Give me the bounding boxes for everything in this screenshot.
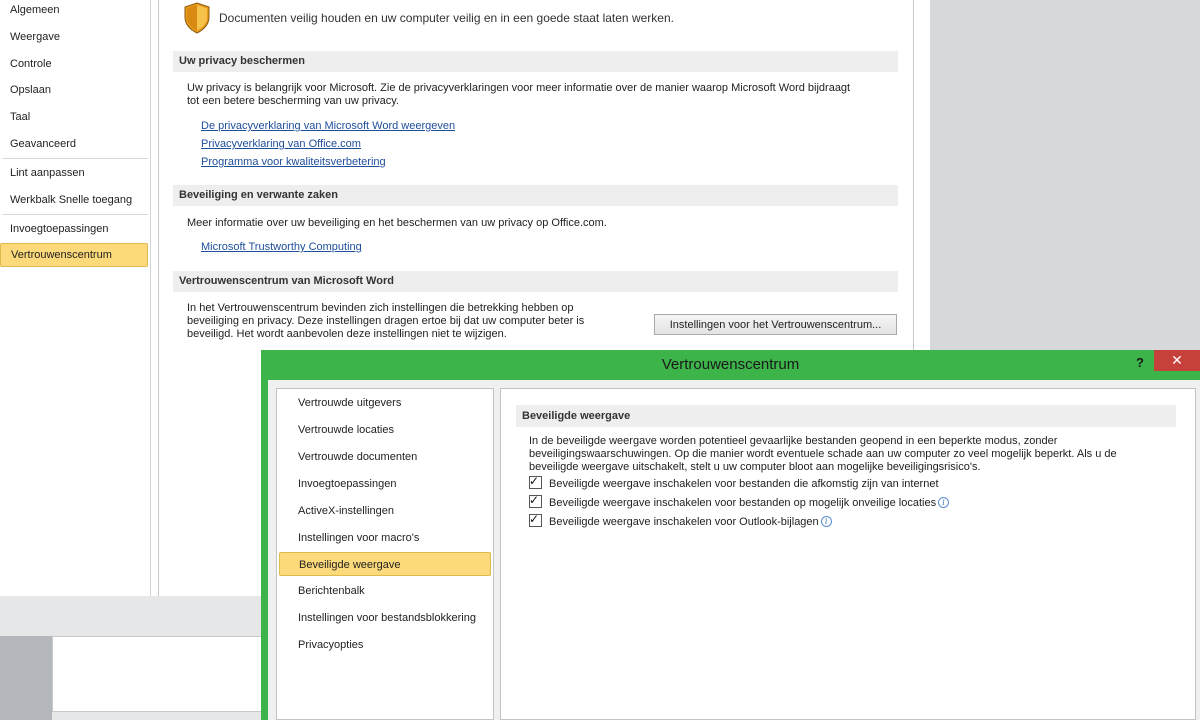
nav-item-vertrouwenscentrum[interactable]: Vertrouwenscentrum [0,243,148,267]
intro-text: Documenten veilig houden en uw computer veilig en in een goede staat laten werken. [219,11,674,25]
trust-center-text-line: beveiliging en privacy. Deze instellingen dragen ertoe bij dat uw computer beter is [187,315,585,327]
dialog-nav [276,388,494,720]
dialog-nav-item-macros[interactable]: Instellingen voor macro's [298,532,420,544]
privacy-section-heading: Uw privacy beschermen [173,51,898,72]
checkbox-row-internet[interactable] [529,476,939,491]
dialog-nav-item-activex[interactable]: ActiveX-instellingen [298,505,394,517]
checkmark-icon: ✓ [529,474,540,488]
dialog-body [268,380,1200,720]
help-button[interactable]: ? [1136,355,1144,370]
dialog-nav-item-beveiligde-weergave[interactable]: Beveiligde weergave [279,552,491,576]
trust-center-dialog [261,350,1200,720]
checkbox[interactable] [529,476,542,489]
checkmark-icon: ✓ [529,493,540,507]
dialog-nav-item-privacyopties[interactable]: Privacyopties [298,639,364,651]
trust-center-settings-button[interactable]: Instellingen voor het Vertrouwenscentrum... [654,314,897,335]
checkbox-label: Beveiligde weergave inschakelen voor bestanden die afkomstig zijn van internet [549,478,939,490]
info-icon[interactable]: i [821,516,832,527]
privacy-text-line: Uw privacy is belangrijk voor Microsoft. Zie de privacyverklaringen voor meer informatie over de manier waarop Microsoft Word bijdraagt [187,82,851,94]
checkbox[interactable] [529,495,542,508]
protected-view-description [529,435,1139,474]
nav-item-geavanceerd[interactable]: Geavanceerd [10,138,77,150]
checkbox-row-outlook-attachments[interactable] [529,514,832,529]
nav-item-invoegtoepassingen[interactable]: Invoegtoepassingen [10,223,109,235]
link-privacy-statement-office[interactable]: Privacyverklaring van Office.com [201,138,361,150]
dialog-nav-item-vertrouwde-locaties[interactable]: Vertrouwde locaties [298,424,394,436]
nav-item-weergave[interactable]: Weergave [10,31,60,43]
nav-separator [2,158,148,159]
options-nav [0,0,151,596]
description-line: In de beveiligde weergave worden potentieel gevaarlijke bestanden geopend in een beperkte modus, zonder [529,435,1058,447]
dialog-title: Vertrouwenscentrum [661,356,800,373]
dialog-nav-item-vertrouwde-documenten[interactable]: Vertrouwde documenten [298,451,418,463]
privacy-text-line: tot een betere bescherming van uw privacy. [187,95,399,107]
nav-item-werkbalk-snelle-toegang[interactable]: Werkbalk Snelle toegang [10,194,133,206]
background-window-edge [0,636,52,720]
shield-icon [183,2,211,34]
info-icon[interactable]: i [938,497,949,508]
security-text: Meer informatie over uw beveiliging en het beschermen van uw privacy op Office.com. [187,217,607,229]
nav-item-opslaan[interactable]: Opslaan [10,84,51,96]
link-privacy-statement-word[interactable]: De privacyverklaring van Microsoft Word weergeven [201,120,456,132]
background-window-pane [926,0,1200,350]
protected-view-heading: Beveiligde weergave [516,405,1176,427]
trust-center-text-line: beveiligd. Het wordt aanbevolen deze instellingen niet te wijzigen. [187,328,507,340]
checkbox-label: Beveiligde weergave inschakelen voor Outlook-bijlagen [549,516,819,528]
dialog-nav-item-berichtenbalk[interactable]: Berichtenbalk [298,585,365,597]
description-line: beveiligingswaarschuwingen. Op die manier wordt eventuele schade aan uw computer zo veel mogelijk beperkt. Als u de [529,448,1117,460]
close-button[interactable]: ✕ [1154,350,1200,371]
checkbox-label: Beveiligde weergave inschakelen voor bestanden op mogelijk onveilige locaties [549,497,937,509]
dialog-nav-item-vertrouwde-uitgevers[interactable]: Vertrouwde uitgevers [298,397,402,409]
checkbox-row-unsafe-locations[interactable] [529,495,949,510]
security-section-heading: Beveiliging en verwante zaken [173,185,898,206]
nav-item-controle[interactable]: Controle [10,58,52,70]
link-trustworthy-computing[interactable]: Microsoft Trustworthy Computing [201,241,362,253]
dialog-nav-item-invoegtoepassingen[interactable]: Invoegtoepassingen [298,478,397,490]
nav-item-taal[interactable]: Taal [10,111,31,123]
checkbox[interactable] [529,514,542,527]
background-panel [52,636,264,712]
dialog-nav-item-bestandsblokkering[interactable]: Instellingen voor bestandsblokkering [298,612,476,624]
trust-center-section-heading: Vertrouwenscentrum van Microsoft Word [173,271,898,292]
description-line: beveiligde weergave uitschakelt, stelt u uw computer bloot aan mogelijke beveiligingsrisico's. [529,461,981,473]
link-quality-improvement-program[interactable]: Programma voor kwaliteitsverbetering [201,156,386,168]
trust-center-text-line: In het Vertrouwenscentrum bevinden zich instellingen die betrekking hebben op [187,302,574,314]
nav-item-lint-aanpassen[interactable]: Lint aanpassen [10,167,85,179]
nav-separator [2,214,148,215]
dialog-main-panel [500,388,1196,720]
checkmark-icon: ✓ [529,512,540,526]
nav-item-algemeen[interactable]: Algemeen [10,4,60,16]
